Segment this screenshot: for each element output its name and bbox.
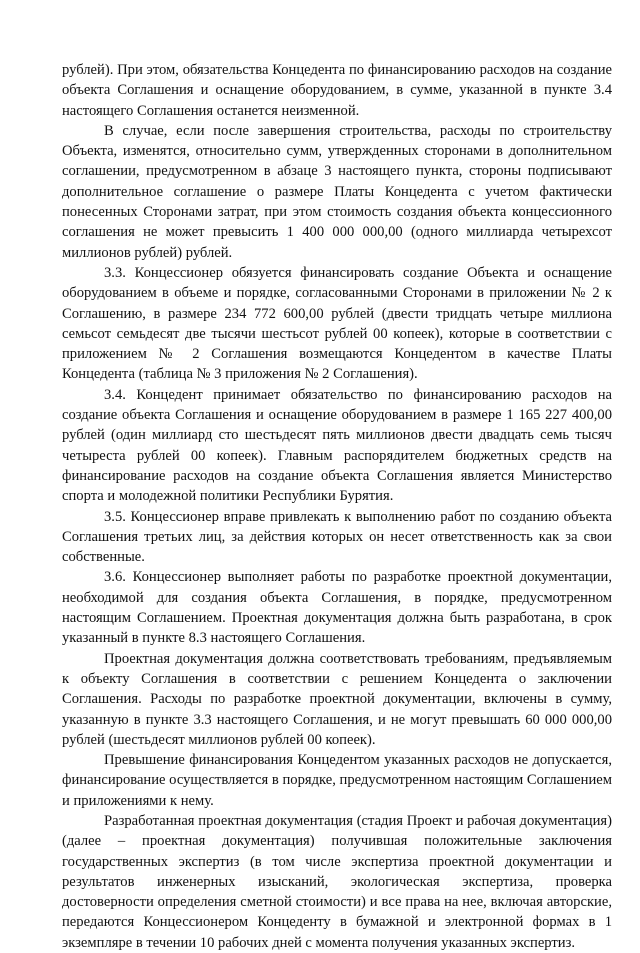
paragraph-design-requirements: Проектная документация должна соответствовать требованиям, предъявляемым к объекту Соглашения в соответствии с решением Концедента о заключении Соглашения. Расходы по разработке проектной документации, включены в сумму, указанную в пункте 3.3 настоящего Соглашения, и не могут превышать 60 000 000,00 рублей (шестьдесят миллионов рублей 00 копеек). [62, 650, 612, 748]
paragraph-clause-3-4: 3.4. Концедент принимает обязательство по финансированию расходов на создание объекта Соглашения и оснащение оборудованием в размере 1 165 227 400,00 рублей (один миллиард сто шестьдесят пять миллионов двести двадцать семь тысяч четыреста рублей 00 копеек). Главным распорядителем бюджетных средств на финансирование расходов на создание объекта Соглашения является Министерство спорта и молодежной политики Республики Бурятия. [62, 386, 612, 505]
paragraph-clause-3-6: 3.6. Концессионер выполняет работы по разработке проектной документации, необходимой для создания объекта Соглашения, в порядке, предусмотренном настоящим Соглашением. Проектная документация должна быть разработана, в срок указанный в пункте 8.3 настоящего Соглашения. [62, 569, 612, 647]
paragraph-excess-financing: Превышение финансирования Концедентом указанных расходов не допускается, финансирование осуществляется в порядке, предусмотренном настоящим Соглашением и приложениями к нему. [62, 752, 612, 809]
paragraph-clause-3-5: 3.5. Концессионер вправе привлекать к выполнению работ по созданию объекта Соглашения третьих лиц, за действия которых он несет ответственность как за свои собственные. [62, 508, 612, 566]
paragraph-continuation: рублей). При этом, обязательства Концедента по финансированию расходов на создание объекта Соглашения и оснащение оборудованием, в сумме, указанной в пункте 3.4 настоящего Соглашения останется неизменной. [62, 62, 612, 119]
paragraph-clause-3-3: 3.3. Концессионер обязуется финансировать создание Объекта и оснащение оборудованием в объеме и порядке, согласованными Сторонами в приложении № 2 к Соглашению, в размере 234 772 600,00 рублей (двести тридцать четыре миллиона семьсот семьдесят две тысячи шестьсот рублей 00 копеек), которые в соответствии с приложением № 2 Соглашения возмещаются Концедентом в качестве Платы Концедента (таблица № 3 приложения № 2 Соглашения). [62, 264, 612, 383]
document-page [62, 60, 612, 953]
paragraph-change-costs: В случае, если после завершения строительства, расходы по строительству Объекта, изменятся, относительно сумм, утвержденных сторонами в дополнительном соглашении, предусмотренном в абзаце 3 настоящего пункта, стороны подписывают дополнительное соглашение о размере Платы Концедента с учетом фактически понесенных Сторонами затрат, при этом стоимость создания объекта концессионного соглашения не может превысить 1 400 000 000,00 (одного миллиарда четырехсот миллионов рублей) рублей. [62, 122, 612, 261]
paragraph-transfer-docs: Разработанная проектная документация (стадия Проект и рабочая документация) (далее – проектная документация) получившая положительные заключения государственных экспертиз (в том числе экспертиза проектной документации и результатов инженерных изысканий, экологическая экспертиза, проверка достоверности определения сметной стоимости) и все права на нее, включая авторские, передаются Концессионером Концеденту в бумажной и электронной формах в 1 экземпляре в течении 10 рабочих дней с момента получения указанных экспертиз. [62, 812, 612, 951]
